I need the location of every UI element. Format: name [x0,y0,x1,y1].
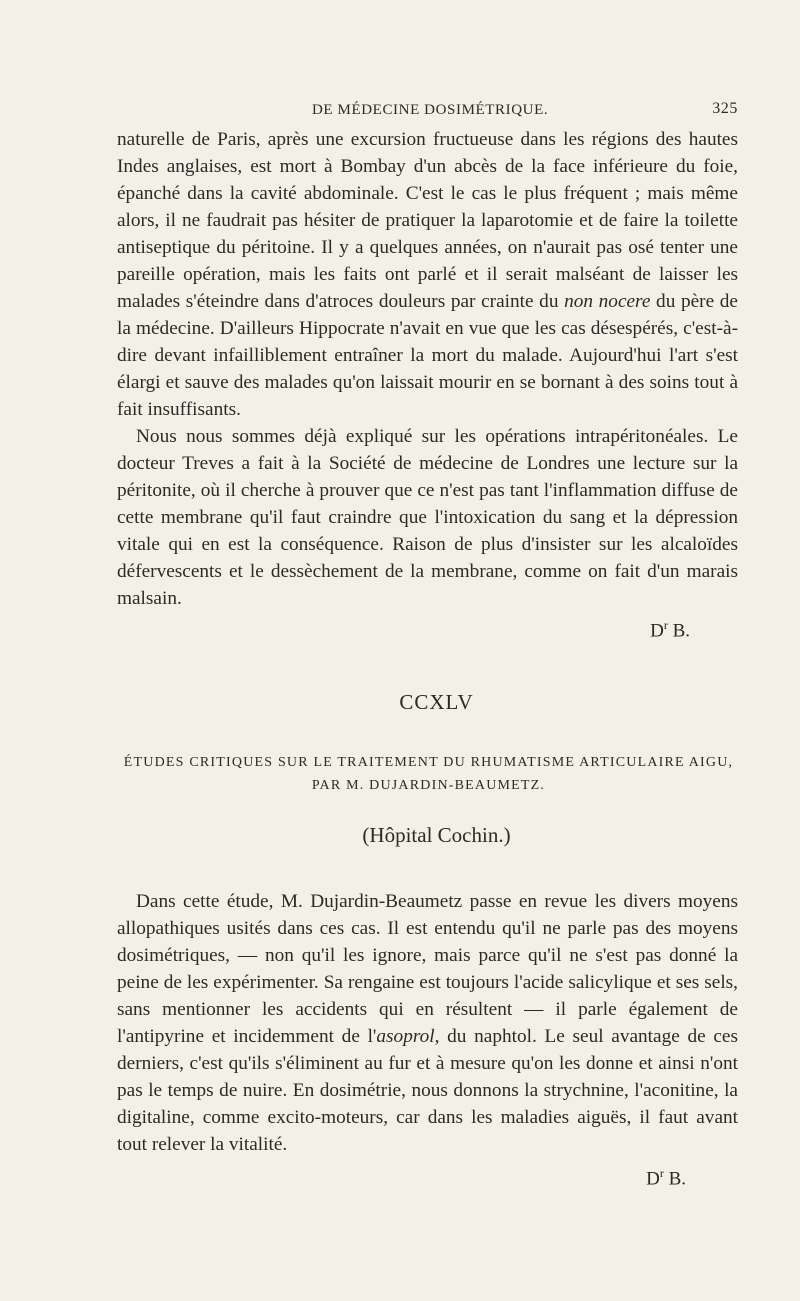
signature-2-name: B. [663,1168,686,1190]
latin-phrase: non nocere [564,291,651,312]
signature-2-prefix: D [646,1168,660,1190]
signature-2 [117,1160,738,1192]
article-title-line-1: ÉTUDES CRITIQUES SUR LE TRAITEMENT DU RHUMATISME ARTICULAIRE AIGU, [123,755,734,771]
article-text [117,888,738,1158]
running-head-title: DE MÉDECINE DOSIMÉTRIQUE. [312,102,549,118]
signature-1-sup: r [663,618,668,632]
paragraph-3 [117,888,738,1158]
paragraph-1-part-1: naturelle de Paris, après une excursion fructueuse dans les régions des hautes Indes anglaises, est mort à Bombay d'un abcès de la face inférieure du foie, épanché dans la cavité abdominale. C'est le cas le plus fréquent ; mais même alors, il ne faudrait pas hésiter de pratiquer la laparotomie et de faire la toilette antiseptique du péritoine. Il y a quelques années, on n'aurait pas osé tenter une pareille opération, mais les faits ont parlé et il serait malséant de laisser les malades s'éteindre dans d'atroces douleurs par crainte du [117,129,738,312]
article-title-line-2: PAR M. DUJARDIN-BEAUMETZ. [311,778,546,794]
article-continued-text [117,126,738,612]
running-head [117,100,738,126]
signature-1-prefix: D [650,620,664,642]
paragraph-2: Nous nous sommes déjà expliqué sur les opérations intrapéritonéales. Le docteur Treves a fait à la Société de médecine de Londres une lecture sur la péritonite, où il cherche à prouver que ce n'est pas tant l'inflammation diffuse de cette membrane qu'il faut craindre que l'intoxication du sang et la dépression vitale qui en est la conséquence. Raison de plus d'insister sur les alcaloïdes défervescents et le dessèchement de la membrane, comme on fait d'un marais malsain. [117,426,738,609]
paragraph-1 [117,126,738,423]
paragraph-3-part-2: , du naphtol. Le seul avantage de ces derniers, c'est qu'ils s'éliminent au fur et à mesure qu'on les donne et ainsi n'ont pas le temps de nuire. En dosimétrie, nous donnons la strychnine, l'aconitine, la digitaline, comme excito-moteurs, car dans les maladies aiguës, il faut avant tout relever la vitalité. [117,1026,738,1156]
paragraph-1-part-2: du père de la médecine. D'ailleurs Hippocrate n'avait en vue que les cas désespérés, c'est-à-dire devant infailliblement entraîner la mort du malade. Aujourd'hui l'art s'est élargi et sauve des malades qu'on laissait mourir en se bornant à des soins tout à fait insuffisants. [117,291,738,420]
signature-1-name: B. [667,620,690,642]
page-number: 325 [712,100,738,117]
signature-1 [117,612,738,644]
drug-name: asoprol [376,1026,435,1048]
article-subtitle: (Hôpital Cochin.) [362,823,511,848]
section-number: CCXLV [399,690,474,715]
signature-2-sup: r [659,1166,664,1181]
article-title [119,751,738,797]
paragraph-3-part-1: Dans cette étude, M. Dujardin-Beaumetz passe en revue les divers moyens allopathiques usités dans ces cas. Il est entendu qu'il ne parle pas des moyens dosimétriques, — non qu'il les ignore, mais parce qu'il ne s'est pas donné la peine de les expérimenter. Sa rengaine est toujours l'acide salicylique et ses sels, sans mentionner les accidents qui en résultent — il parle également de l'antipyrine et incidemment de l' [117,891,738,1048]
